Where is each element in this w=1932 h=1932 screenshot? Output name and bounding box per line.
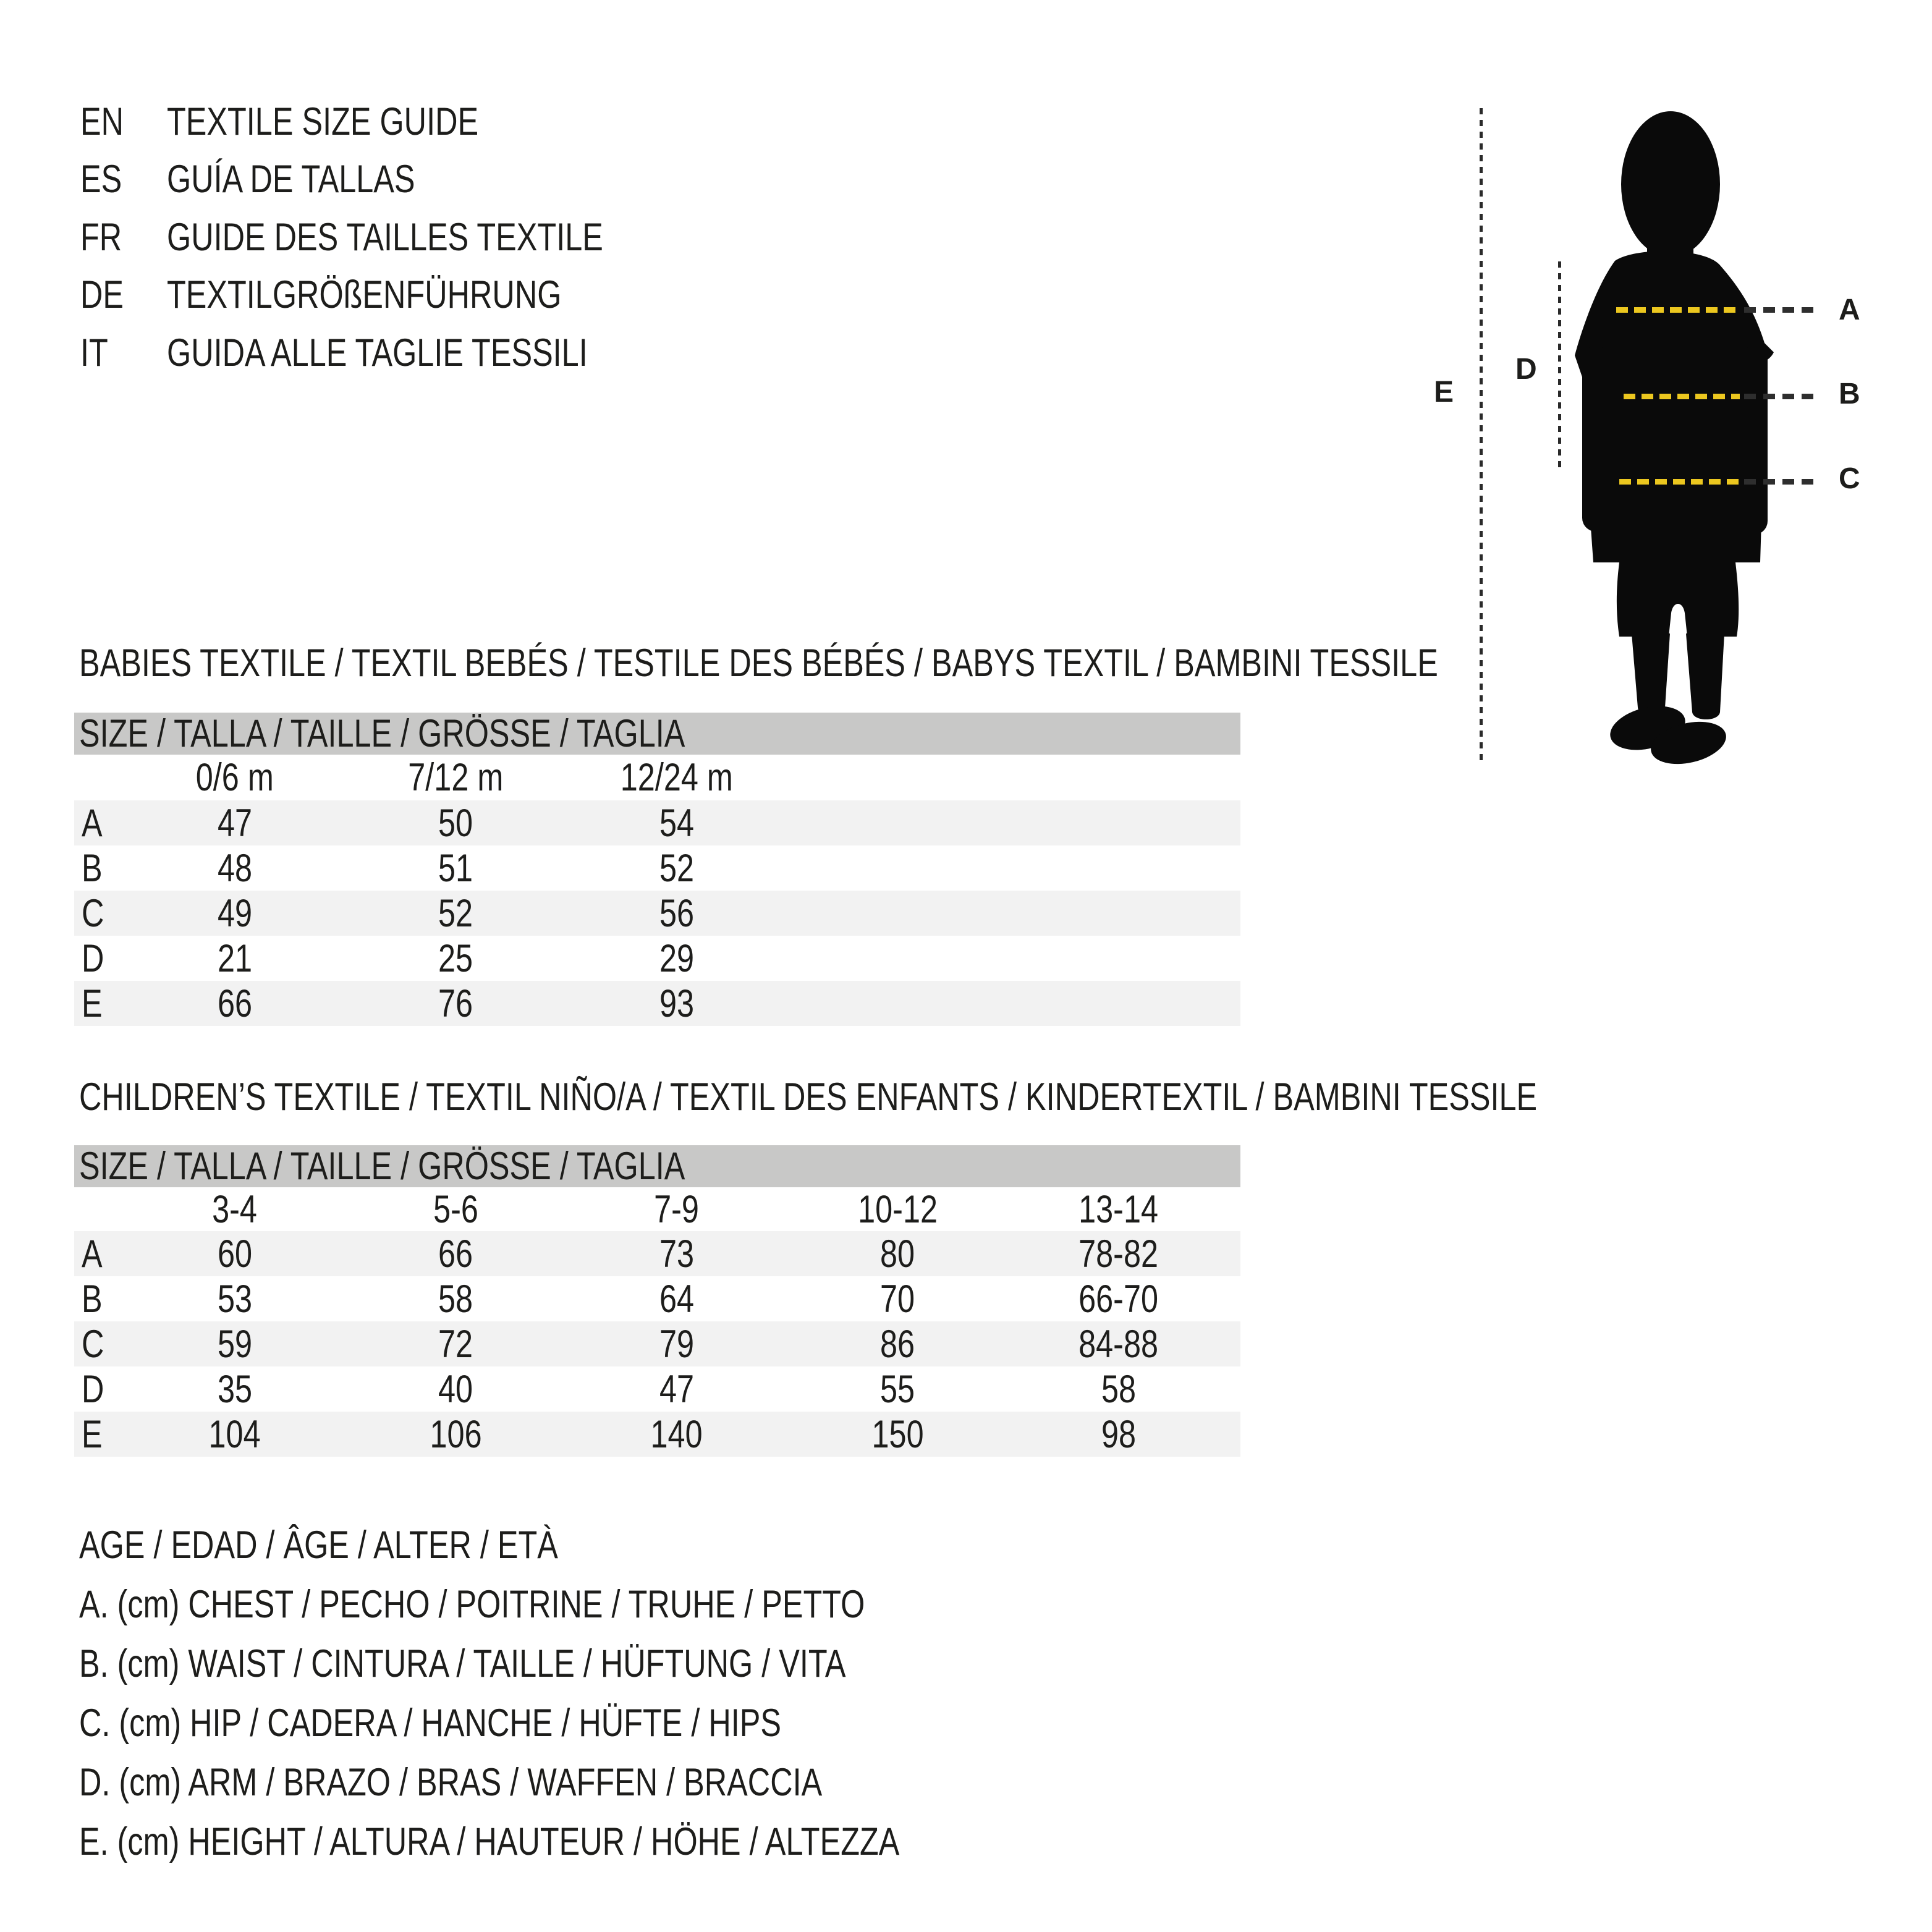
table-cell: 29 [659,936,694,980]
table-cell: 66 [217,981,252,1025]
column-header: 12/24 m [620,756,733,799]
silhouette-head [1621,111,1720,257]
children-size-header-bar [74,1145,1240,1187]
hip-dash-dark [1744,479,1820,485]
table-cell: 53 [217,1277,252,1321]
table-cell: 79 [659,1322,694,1366]
table-cell: 73 [659,1232,694,1276]
language-code: IT [80,331,108,375]
legend-waist: B. (cm) WAIST / CINTURA / TAILLE / HÜFTUNG / VITA [79,1642,846,1685]
language-title: GUIDA ALLE TAGLIE TESSILI [167,331,588,375]
language-title: TEXTILGRÖßENFÜHRUNG [167,273,562,316]
table-cell: 86 [880,1322,915,1366]
babies-column-header-row [74,755,1240,800]
table-cell: 150 [871,1412,924,1456]
column-header: 7/12 m [408,756,504,799]
size-header-label: SIZE / TALLA / TAILLE / GRÖSSE / TAGLIA [79,1144,685,1188]
label-d: D [1515,353,1537,386]
table-row [74,1321,1240,1366]
table-row [74,800,1240,845]
row-label: A [82,801,103,845]
language-title: TEXTILE SIZE GUIDE [167,100,479,143]
table-cell: 70 [880,1277,915,1321]
table-cell: 35 [217,1367,252,1411]
chest-dash-dark [1744,307,1820,313]
children-section-heading: CHILDREN’S TEXTILE / TEXTIL NIÑO/A / TEXTIL DES ENFANTS / KINDERTEXTIL / BAMBINI TESSILE [79,1075,1538,1119]
row-label: D [82,936,104,980]
children-size-table [74,1145,1240,1457]
row-label: B [82,1277,103,1321]
label-c: C [1839,462,1860,495]
chest-dash-yellow [1616,307,1740,313]
table-row [74,1366,1240,1412]
legend-arm: D. (cm) ARM / BRAZO / BRAS / WAFFEN / BRACCIA [79,1761,823,1804]
legend-chest: A. (cm) CHEST / PECHO / POITRINE / TRUHE / PETTO [79,1583,865,1626]
table-cell: 48 [217,846,252,890]
table-cell: 84-88 [1078,1322,1159,1366]
hip-dash-yellow [1619,479,1740,485]
label-e: E [1434,376,1454,409]
table-cell: 49 [217,891,252,935]
column-header: 13-14 [1078,1187,1159,1231]
table-row [74,936,1240,981]
table-cell: 106 [430,1412,482,1456]
waist-dash-yellow [1624,394,1740,399]
row-label: E [82,1412,103,1456]
table-cell: 56 [659,891,694,935]
table-cell: 76 [438,981,473,1025]
waist-dash-dark [1744,394,1820,399]
label-a: A [1839,294,1860,326]
table-cell: 51 [438,846,473,890]
table-cell: 58 [1101,1367,1136,1411]
row-label: E [82,981,103,1025]
table-cell: 66 [438,1232,473,1276]
row-label: C [82,891,104,935]
label-b: B [1839,378,1860,410]
table-cell: 140 [650,1412,703,1456]
table-cell: 21 [217,936,252,980]
column-header: 5-6 [433,1187,478,1231]
size-header-label: SIZE / TALLA / TAILLE / GRÖSSE / TAGLIA [79,711,685,755]
table-cell: 72 [438,1322,473,1366]
legend-age: AGE / EDAD / ÂGE / ALTER / ETÀ [79,1523,558,1567]
language-title: GUÍA DE TALLAS [167,158,415,201]
table-cell: 47 [217,801,252,845]
table-cell: 80 [880,1232,915,1276]
legend-height: E. (cm) HEIGHT / ALTURA / HAUTEUR / HÖHE / ALTEZZA [79,1820,900,1863]
table-cell: 98 [1101,1412,1136,1456]
table-row [74,891,1240,936]
table-cell: 25 [438,936,473,980]
table-cell: 58 [438,1277,473,1321]
table-cell: 50 [438,801,473,845]
table-row [74,1412,1240,1457]
row-label: D [82,1367,104,1411]
language-code: ES [80,158,122,201]
table-row [74,845,1240,891]
babies-size-header-bar [74,713,1240,755]
language-code: FR [80,216,122,259]
legend-hip: C. (cm) HIP / CADERA / HANCHE / HÜFTE / HIPS [79,1701,781,1745]
table-row [74,1231,1240,1276]
table-cell: 93 [659,981,694,1025]
table-cell: 54 [659,801,694,845]
table-cell: 104 [208,1412,261,1456]
table-cell: 64 [659,1277,694,1321]
column-header: 10-12 [857,1187,938,1231]
babies-section-heading: BABIES TEXTILE / TEXTIL BEBÉS / TESTILE DES BÉBÉS / BABYS TEXTIL / BAMBINI TESSILE [79,642,1438,685]
table-cell: 59 [217,1322,252,1366]
language-code: EN [80,100,124,143]
column-header: 7-9 [654,1187,700,1231]
row-label: C [82,1322,104,1366]
children-column-header-row [74,1187,1240,1231]
arm-measure-line-d [1558,261,1561,471]
silhouette-right-arm [1740,346,1768,535]
table-cell: 40 [438,1367,473,1411]
row-label: A [82,1232,103,1276]
table-cell: 60 [217,1232,252,1276]
table-cell: 55 [880,1367,915,1411]
row-label: B [82,846,103,890]
table-cell: 52 [438,891,473,935]
table-cell: 47 [659,1367,694,1411]
language-code: DE [80,273,124,316]
table-cell: 52 [659,846,694,890]
language-title: GUIDE DES TAILLES TEXTILE [167,216,603,259]
table-row [74,981,1240,1026]
table-cell: 78-82 [1078,1232,1159,1276]
babies-size-table [74,713,1240,1026]
table-row [74,1276,1240,1321]
column-header: 0/6 m [195,756,274,799]
column-header: 3-4 [212,1187,258,1231]
table-cell: 66-70 [1078,1277,1159,1321]
silhouette-left-arm [1582,346,1609,532]
silhouette-shorts [1617,562,1739,637]
